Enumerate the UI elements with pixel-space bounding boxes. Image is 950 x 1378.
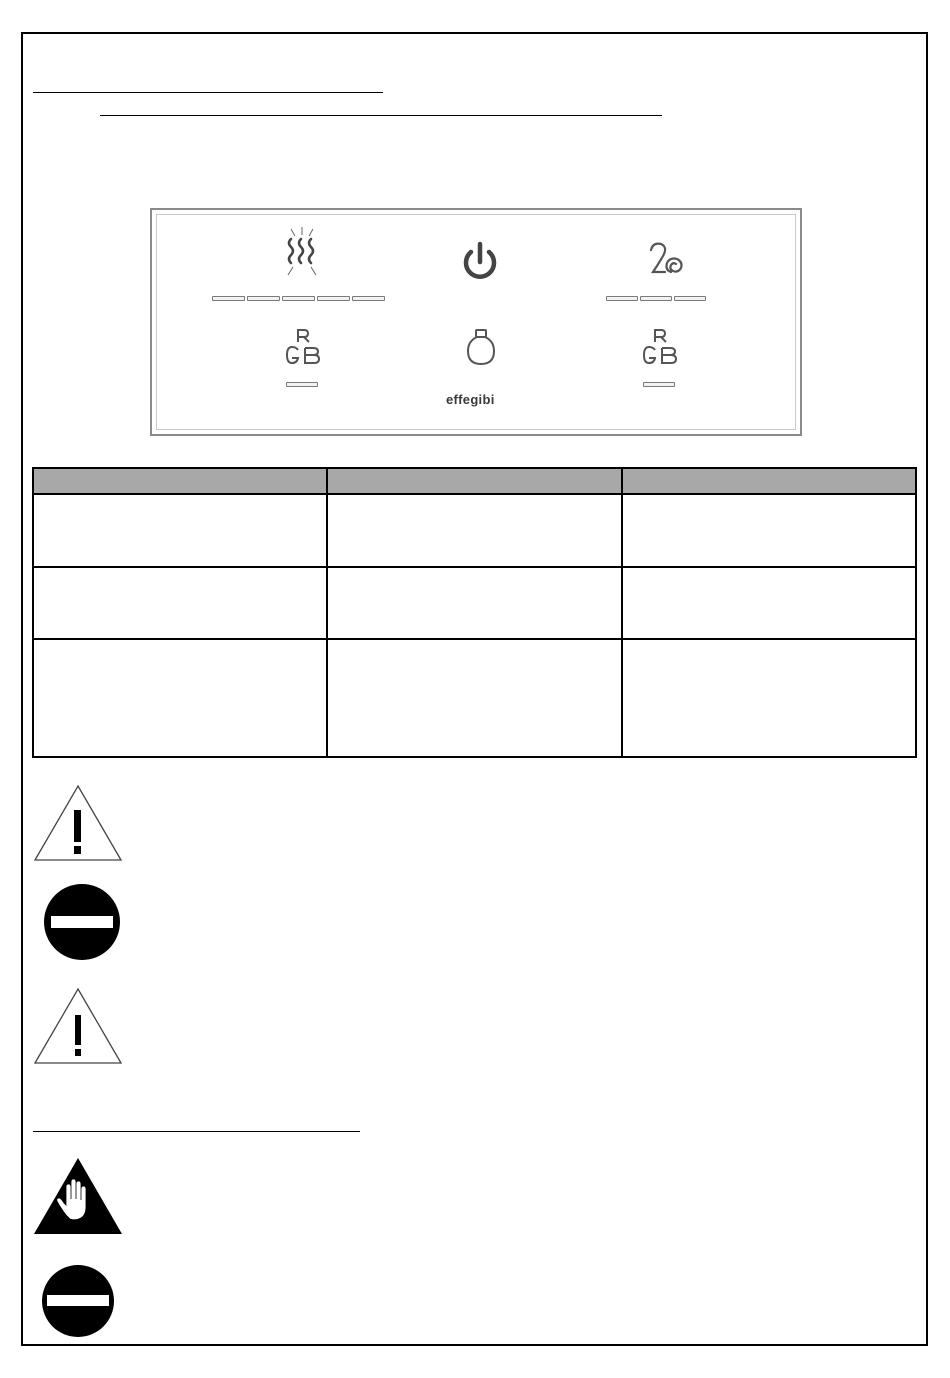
brand-logo: effegibi	[446, 392, 495, 407]
table-header-cell	[622, 468, 916, 494]
aroma-led	[674, 296, 706, 301]
left-rgb-leds	[286, 382, 318, 387]
function-table	[32, 467, 917, 758]
subheading-rule	[100, 115, 662, 116]
rgb-led	[286, 382, 318, 387]
table-row	[33, 567, 916, 639]
heat-led	[352, 296, 385, 301]
rgb-icon[interactable]	[285, 328, 321, 368]
light-bulb-icon[interactable]	[465, 328, 497, 368]
heat-led	[212, 296, 245, 301]
hand-stop-triangle-icon	[33, 1157, 123, 1235]
power-icon[interactable]	[460, 240, 500, 282]
table-cell	[327, 639, 621, 757]
table-row	[33, 494, 916, 567]
table-row	[33, 639, 916, 757]
table-cell	[622, 639, 916, 757]
heat-level-leds	[212, 296, 385, 301]
heat-led	[247, 296, 280, 301]
heat-led	[282, 296, 315, 301]
section-heading-rule	[33, 1131, 360, 1132]
warning-triangle-icon	[33, 987, 123, 1065]
table-cell	[327, 494, 621, 567]
no-entry-icon	[42, 882, 122, 962]
table-cell	[622, 494, 916, 567]
table-header-cell	[33, 468, 327, 494]
no-entry-icon	[40, 1263, 116, 1339]
table-cell	[33, 494, 327, 567]
aroma-led	[606, 296, 638, 301]
aroma-level-leds	[606, 296, 706, 301]
table-cell	[327, 567, 621, 639]
aroma-led	[640, 296, 672, 301]
heading-rule	[33, 92, 383, 93]
aroma-icon[interactable]	[645, 240, 689, 278]
table-header-row	[33, 468, 916, 494]
right-rgb-leds	[643, 382, 675, 387]
table-header-cell	[327, 468, 621, 494]
heat-icon[interactable]	[280, 225, 324, 279]
table-cell	[33, 639, 327, 757]
rgb-led	[643, 382, 675, 387]
warning-triangle-icon	[33, 784, 123, 862]
table-cell	[33, 567, 327, 639]
table-cell	[622, 567, 916, 639]
heat-led	[317, 296, 350, 301]
rgb-icon[interactable]	[642, 328, 678, 368]
